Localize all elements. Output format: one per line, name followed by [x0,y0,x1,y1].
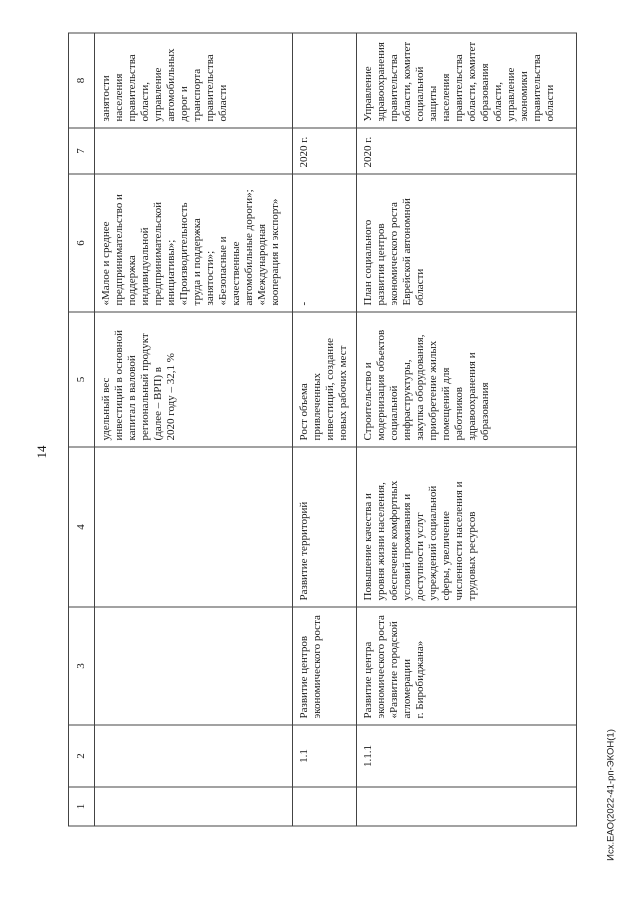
text-line: управление [152,67,164,121]
cell-responsible [357,33,577,128]
cell-responsible [293,33,357,128]
text-line: экономического роста [375,614,387,718]
text-line: социальной [388,385,400,440]
text-line: защиты [427,85,439,121]
page-number: 14 [34,445,49,459]
text-line: населения [113,73,125,121]
text-line: - [298,301,310,305]
cell-deadline [95,128,293,174]
header-cell: 1 [69,787,95,826]
cell-code: 1.1 [293,725,357,787]
text-line: условий проживания и [401,493,413,600]
cell-name [357,607,577,725]
cell-number [95,787,293,826]
text-line: области, [492,81,504,121]
text-line: индивидуальной [139,226,151,305]
text-line: образования [479,381,491,440]
plan-table [68,32,577,826]
text-line: трудовых ресурсов [466,510,478,600]
text-line: учреждений социальной [427,485,439,600]
text-line: обеспечение комфортных [388,480,400,600]
text-line: модернизация объектов [375,329,387,440]
cell-goal [95,447,293,607]
cell-number [293,787,357,826]
cell-result [357,312,577,447]
table-container [68,33,576,826]
text-line: занятости»; [204,250,216,305]
text-line: Управление [362,65,374,121]
text-line: области, [139,81,151,121]
header-cell: 3 [69,607,95,725]
text-line: 2020 году – 32,1 % [165,352,177,440]
text-line: занятости [100,74,112,121]
text-line: области [544,84,556,121]
cell-code: 1.1.1 [357,725,577,787]
text-line: региональный продукт [139,332,151,440]
header-cell: 2 [69,725,95,787]
text-line: автомобильные дороги»; [243,188,255,305]
header-cell: 5 [69,312,95,447]
text-line: сферы, увеличение [440,510,452,600]
header-cell: 6 [69,174,95,312]
cell-result [293,312,357,447]
text-line: правительства [204,53,216,121]
text-line: области [217,84,229,121]
text-line: Еврейской автономной [401,197,413,305]
text-line: капитал в валовой [126,354,138,440]
header-cell: 8 [69,33,95,128]
text-line: инициативы»; [165,239,177,305]
header-cell: 4 [69,447,95,607]
text-line: предпринимательство и [113,193,125,305]
text-line: предпринимательской [152,201,164,305]
text-line: Развитие территорий [298,501,310,600]
text-line: помещений для [440,367,452,440]
text-line: План социального [362,219,374,305]
text-line: Развитие центров [298,635,310,718]
cell-number [357,787,577,826]
text-line: правительства [531,53,543,121]
text-line: области [414,268,426,305]
text-line: работников [453,386,465,440]
cell-program [293,174,357,312]
text-line: труда и поддержка [191,217,203,305]
text-line: правительства [388,53,400,121]
text-line: области, комитет [466,41,478,121]
cell-name [95,607,293,725]
text-line: «Малое и среднее [100,220,112,305]
cell-program [357,174,577,312]
text-line: правительства [453,53,465,121]
text-line: населения [440,73,452,121]
text-line: области, комитет [401,41,413,121]
cell-goal [357,447,577,607]
text-line: приобретение жилых [427,340,439,440]
text-line: «Безопасные и [217,235,229,305]
text-line: правительства [126,53,138,121]
cell-program [95,174,293,312]
cell-code [95,725,293,787]
cell-result [95,312,293,447]
text-line: Строительство и [362,361,374,440]
text-line: привлеченных [311,372,323,440]
text-line: поддержка [126,254,138,305]
text-line: Развитие центра [362,641,374,718]
table-row [357,33,577,826]
text-line: закупка оборудования, [414,334,426,440]
text-line: здравоохранения [375,41,387,121]
text-line: уровня жизни населения, [375,481,387,600]
text-line: инвестиций, создание [324,337,336,440]
text-line: численности населения и [453,480,465,600]
rotated-table [68,33,576,826]
text-line: экономического роста [388,201,400,305]
cell-goal [293,447,357,607]
table-header-row [69,33,95,826]
text-line: дорог и [178,85,190,121]
text-line: агломерации [401,658,413,718]
header-cell: 7 [69,128,95,174]
text-line: Рост объема [298,382,310,440]
cell-deadline: 2020 г. [357,128,577,174]
text-line: здравоохранения и [466,351,478,440]
text-line: г. Биробиджана» [414,640,426,718]
text-line: новых рабочих мест [337,345,349,440]
table-row [293,33,357,826]
text-line: инвестиций в основной [113,329,125,440]
text-line: образования [479,62,491,121]
document-code: Исх.ЕАО(2022-41-рп-ЭКОН(1) [605,729,617,861]
text-line: доступности услуг [414,511,426,600]
text-line: экономики [518,70,530,121]
cell-deadline: 2020 г. [293,128,357,174]
table-row [95,33,293,826]
text-line: социальной [414,66,426,121]
cell-name [293,607,357,725]
text-line: экономического роста [311,614,323,718]
text-line: транспорта [191,68,203,121]
text-line: «Международная [256,223,268,305]
text-line: качественные [230,240,242,305]
text-line: кооперация и экспорт» [269,198,281,305]
cell-responsible [95,33,293,128]
text-line: инфраструктуры, [401,359,413,440]
text-line: развития центров [375,222,387,305]
text-line: «Производительность [178,201,190,305]
text-line: управление [505,67,517,121]
text-line: удельный вес [100,377,112,440]
text-line: «Развитие городской [388,620,400,718]
text-line: (далее – ВРП) в [152,366,164,440]
text-line: автомобильных [165,48,177,121]
text-line: Повышение качества и [362,492,374,600]
